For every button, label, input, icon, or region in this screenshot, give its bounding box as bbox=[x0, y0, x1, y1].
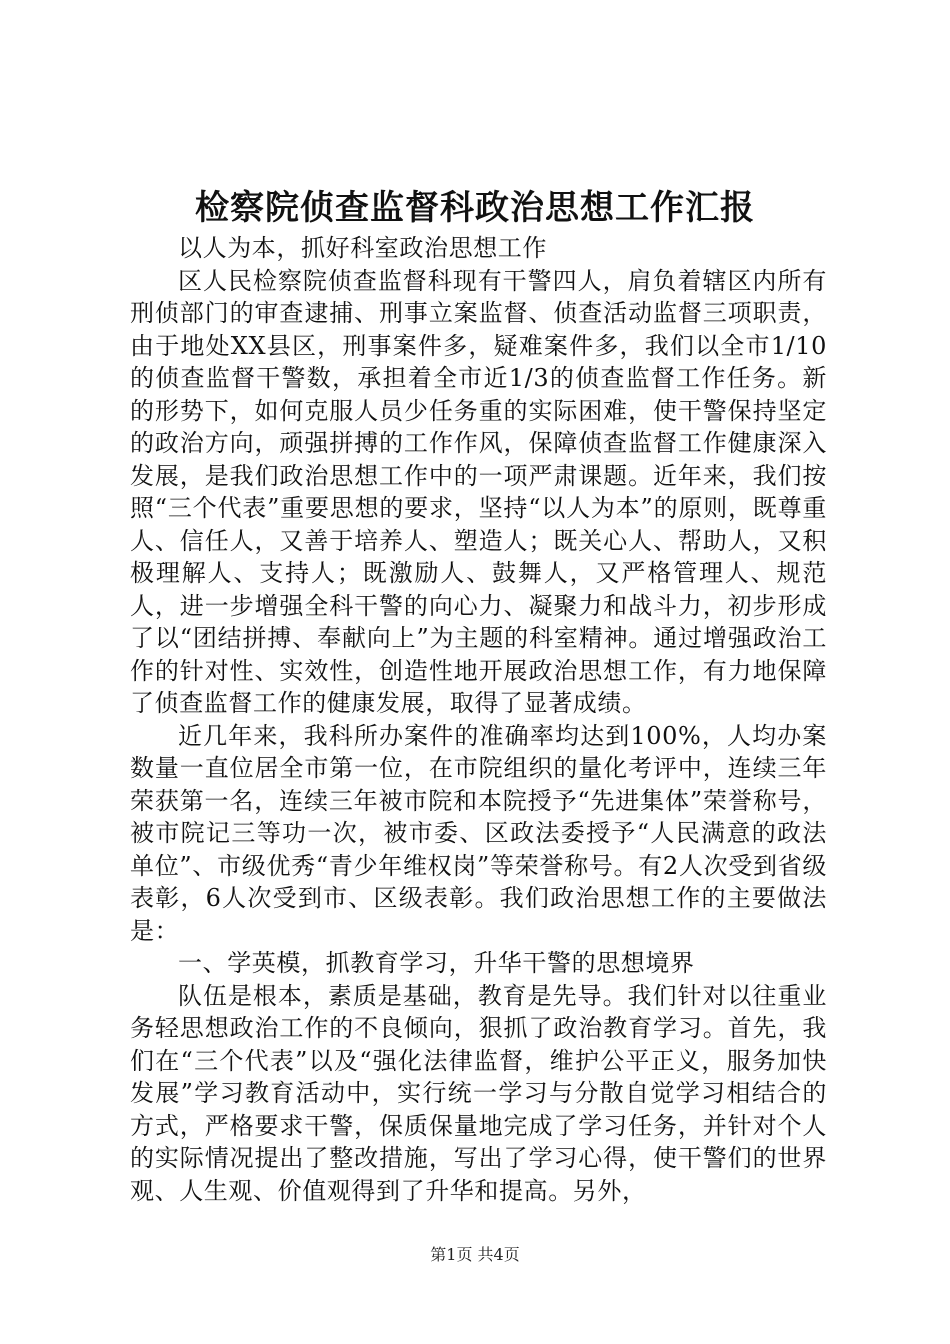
subtitle-heading: 以人为本，抓好科室政治思想工作 bbox=[178, 234, 547, 262]
document-body bbox=[130, 232, 827, 1207]
page-number-footer: 第1页 共4页 bbox=[430, 1245, 520, 1264]
section-paragraph: 队伍是根本，素质是基础，教育是先导。我们针对以往重业务轻思想政治工作的不良倾向，狠抓了政治教育学习。首先，我们在“三个代表”以及“强化法律监督，维护公平正义，服务加快发展”学习教育活动中，实行统一学习与分散自觉学习相结合的方式，严格要求干警，保质保量地完成了学习任务，并针对个人的实际情况提出了整改措施，写出了学习心得，使干警们的世界观、人生观、价值观得到了升华和提高。另外， bbox=[130, 981, 827, 1205]
document-title: 检察院侦查监督科政治思想工作汇报 bbox=[195, 188, 755, 228]
section-heading: 一、学英模，抓教育学习，升华干警的思想境界 bbox=[178, 949, 695, 977]
body-paragraph-1: 区人民检察院侦查监督科现有干警四人，肩负着辖区内所有刑侦部门的审查逮捕、刑事立案监督、侦查活动监督三项职责，由于地处XX县区，刑事案件多，疑难案件多，我们以全市1/10的侦查监督干警数，承担着全市近1/3的侦查监督工作任务。新的形势下，如何克服人员少任务重的实际困难，使干警保持坚定的政治方向，顽强拼搏的工作作风，保障侦查监督工作健康深入发展，是我们政治思想工作中的一项严肃课题。近年来，我们按照“三个代表”重要思想的要求，坚持“以人为本”的原则，既尊重人、信任人，又善于培养人、塑造人；既关心人、帮助人，又积极理解人、支持人；既激励人、鼓舞人，又严格管理人、规范人，进一步增强全科干警的向心力、凝聚力和战斗力，初步形成了以“团结拼搏、奉献向上”为主题的科室精神。通过增强政治工作的针对性、实效性，创造性地开展政治思想工作，有力地保障了侦查监督工作的健康发展，取得了显著成绩。 bbox=[130, 266, 827, 717]
body-paragraph-2: 近几年来，我科所办案件的准确率均达到100%，人均办案数量一直位居全市第一位，在市院组织的量化考评中，连续三年荣获第一名，连续三年被市院和本院授予“先进集体”荣誉称号，被市院记三等功一次，被市委、区政法委授予“人民满意的政法单位”、市级优秀“青少年维权岗”等荣誉称号。有2人次受到省级表彰，6人次受到市、区级表彰。我们政治思想工作的主要做法是： bbox=[130, 721, 827, 945]
